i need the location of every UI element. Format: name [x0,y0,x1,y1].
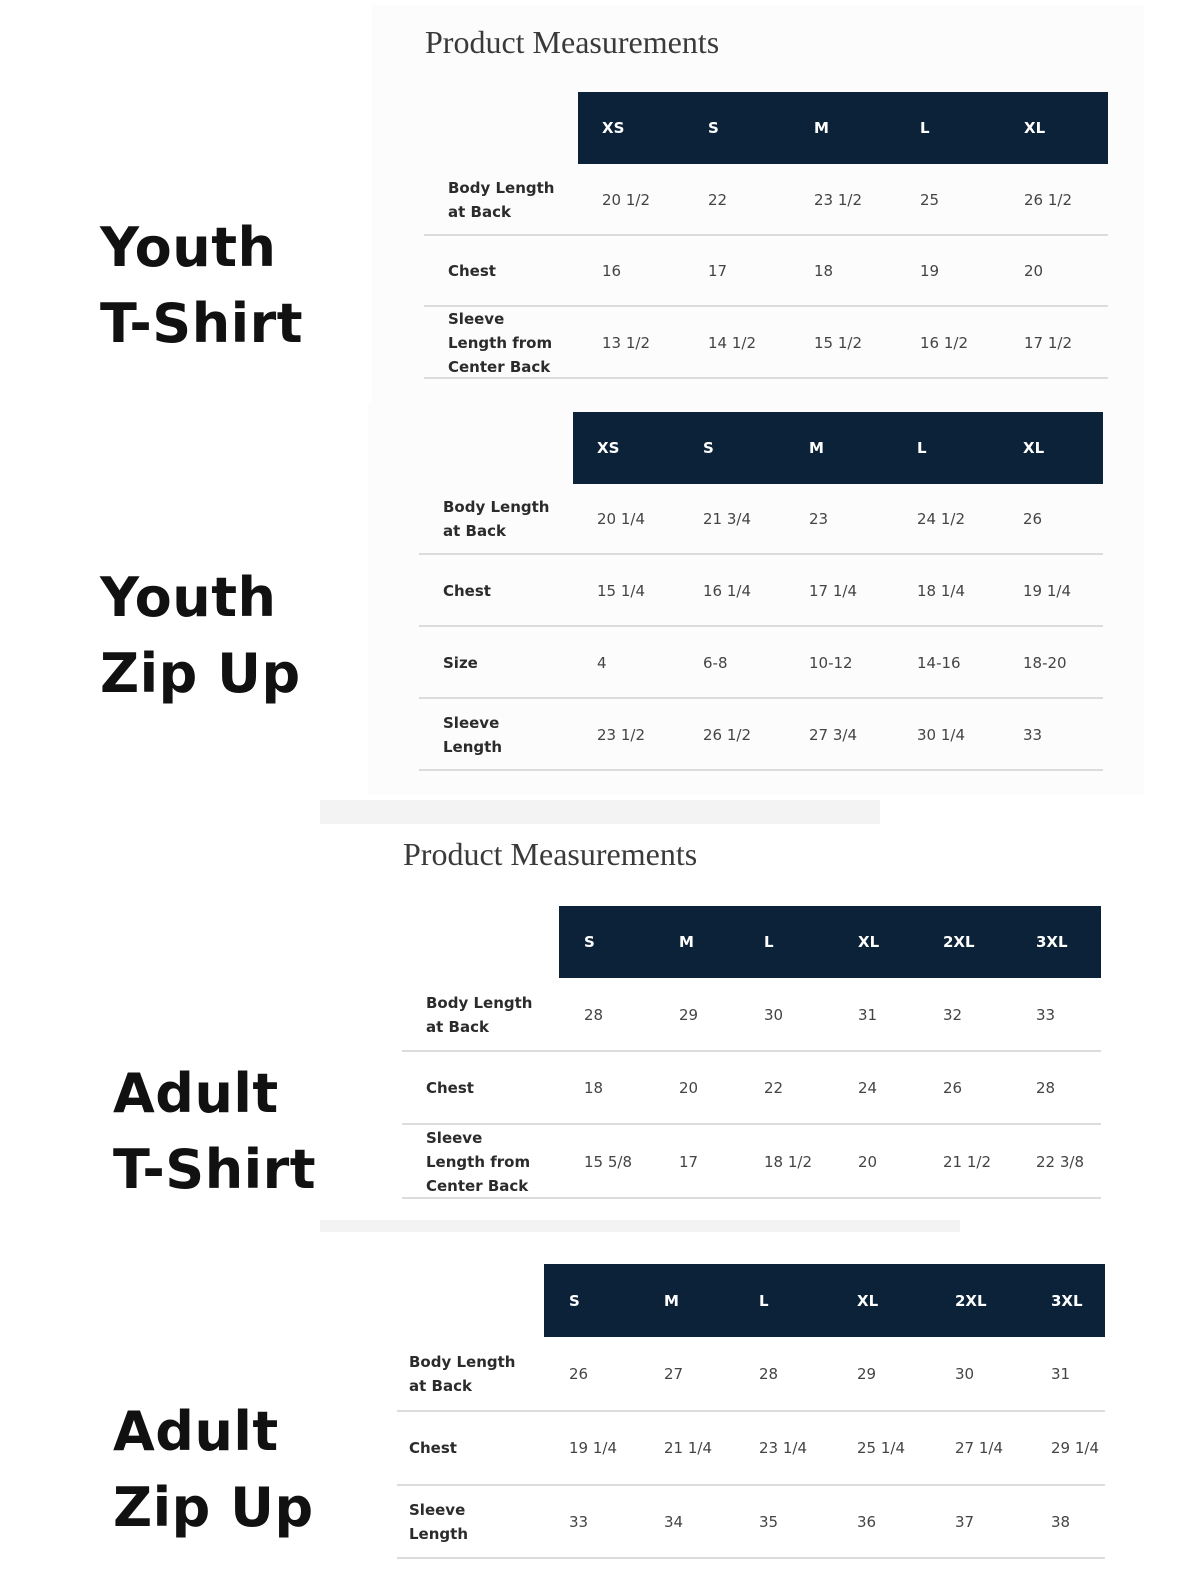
table-cell: 33 [569,1513,589,1531]
table-cell: 29 [679,1006,699,1024]
row-divider [419,769,1103,771]
table-cell: 20 [1024,262,1044,280]
row-divider [402,1197,1101,1199]
size-header-row [559,906,1101,978]
product-label [100,210,303,362]
row-label: Chest [448,262,496,280]
separator-band [320,1220,960,1232]
table-cell: 26 [569,1365,589,1383]
product-label-line: Adult [113,1400,279,1463]
table-cell: 28 [584,1006,604,1024]
size-header: M [809,439,824,457]
table-cell: 24 1/2 [917,510,965,528]
table-cell: 21 1/4 [664,1439,712,1457]
table-cell: 25 1/4 [857,1439,905,1457]
table-cell: 14-16 [917,654,961,672]
table-cell: 22 [708,191,728,209]
table-cell: 20 1/2 [602,191,650,209]
table-cell: 23 1/2 [814,191,862,209]
table-cell: 18 [814,262,834,280]
row-divider [397,1557,1105,1559]
table-cell: 26 1/2 [1024,191,1072,209]
table-cell: 20 1/4 [597,510,645,528]
table-cell: 25 [920,191,940,209]
table-cell: 19 1/4 [1023,582,1071,600]
table-cell: 16 1/2 [920,334,968,352]
table-cell: 10-12 [809,654,853,672]
table-cell: 30 [764,1006,784,1024]
row-divider [419,697,1103,699]
row-divider [419,553,1103,555]
row-label: Sleeve Length from Center Back [448,310,553,376]
table-cell: 30 1/4 [917,726,965,744]
table-cell: 22 [764,1079,784,1097]
table-cell: 20 [858,1153,878,1171]
table-cell: 17 [708,262,728,280]
size-header: L [764,933,774,951]
table-cell: 14 1/2 [708,334,756,352]
table-cell: 27 3/4 [809,726,857,744]
product-label [113,1394,314,1546]
table-cell: 20 [679,1079,699,1097]
size-header: XL [857,1292,879,1310]
row-label: Sleeve Length [409,1501,468,1543]
table-cell: 26 [1023,510,1043,528]
row-label: Chest [426,1079,474,1097]
row-divider [397,1410,1105,1412]
row-divider [402,1050,1101,1052]
size-header: 2XL [943,933,975,951]
table-cell: 19 1/4 [569,1439,617,1457]
size-header: XS [602,119,625,137]
table-cell: 28 [759,1365,779,1383]
table-cell: 21 3/4 [703,510,751,528]
size-header: S [703,439,714,457]
size-header: M [679,933,694,951]
table-cell: 23 [809,510,829,528]
table-cell: 31 [1051,1365,1071,1383]
table-cell: 23 1/2 [597,726,645,744]
row-label: Chest [443,582,491,600]
table-cell: 6-8 [703,654,728,672]
size-header: S [584,933,595,951]
size-header: XL [1024,119,1046,137]
size-header: 3XL [1036,933,1068,951]
row-divider [424,377,1108,379]
product-label-line: T-Shirt [100,292,304,355]
row-label: Sleeve Length from Center Back [426,1129,531,1195]
size-header: S [708,119,719,137]
table-cell: 33 [1023,726,1043,744]
table-cell: 26 1/2 [703,726,751,744]
size-header-row [544,1264,1105,1337]
measurements-title: Product Measurements [403,836,698,872]
size-header: L [920,119,930,137]
table-cell: 24 [858,1079,878,1097]
size-header: 3XL [1051,1292,1083,1310]
row-label: Body Length at Back [409,1353,516,1395]
separator-band [320,800,880,824]
table-cell: 16 [602,262,622,280]
table-cell: 30 [955,1365,975,1383]
row-divider [419,625,1103,627]
row-divider [424,234,1108,236]
size-header: S [569,1292,580,1310]
size-header: 2XL [955,1292,987,1310]
table-cell: 15 1/2 [814,334,862,352]
product-label-line: Adult [113,1062,279,1125]
table-cell: 23 1/4 [759,1439,807,1457]
table-cell: 31 [858,1006,878,1024]
size-header: M [814,119,829,137]
table-cell: 36 [857,1513,877,1531]
table-cell: 27 1/4 [955,1439,1003,1457]
table-cell: 37 [955,1513,975,1531]
size-header: L [917,439,927,457]
table-cell: 29 1/4 [1051,1439,1099,1457]
table-cell: 15 1/4 [597,582,645,600]
table-cell: 18 [584,1079,604,1097]
table-cell: 28 [1036,1079,1056,1097]
measurements-title: Product Measurements [425,24,720,60]
row-label: Body Length at Back [448,179,555,221]
table-cell: 18 1/2 [764,1153,812,1171]
row-divider [397,1484,1105,1486]
row-label: Chest [409,1439,457,1457]
table-cell: 33 [1036,1006,1056,1024]
size-header: XL [858,933,880,951]
table-cell: 32 [943,1006,963,1024]
size-header: M [664,1292,679,1310]
row-label: Sleeve Length [443,714,502,756]
table-cell: 17 [679,1153,699,1171]
size-header: L [759,1292,769,1310]
table-cell: 4 [597,654,607,672]
table-cell: 22 3/8 [1036,1153,1084,1171]
table-cell: 19 [920,262,940,280]
table-cell: 18 1/4 [917,582,965,600]
row-divider [402,1123,1101,1125]
size-header: XL [1023,439,1045,457]
table-cell: 26 [943,1079,963,1097]
table-cell: 16 1/4 [703,582,751,600]
product-label-line: Zip Up [113,1476,314,1539]
product-label-line: Youth [100,566,277,629]
table-cell: 17 1/4 [809,582,857,600]
row-label: Size [443,654,478,672]
table-cell: 34 [664,1513,684,1531]
table-cell: 13 1/2 [602,334,650,352]
table-cell: 29 [857,1365,877,1383]
table-cell: 35 [759,1513,779,1531]
table-cell: 18-20 [1023,654,1067,672]
size-header: XS [597,439,620,457]
table-cell: 38 [1051,1513,1071,1531]
product-label-line: Zip Up [100,642,301,705]
table-cell: 17 1/2 [1024,334,1072,352]
table-cell: 15 5/8 [584,1153,632,1171]
table-cell: 21 1/2 [943,1153,991,1171]
product-label [113,1056,316,1208]
product-label-line: Youth [100,216,277,279]
row-label: Body Length at Back [443,498,550,540]
product-label-line: T-Shirt [113,1138,317,1201]
table-cell: 27 [664,1365,684,1383]
row-label: Body Length at Back [426,994,533,1036]
product-label [100,560,301,712]
